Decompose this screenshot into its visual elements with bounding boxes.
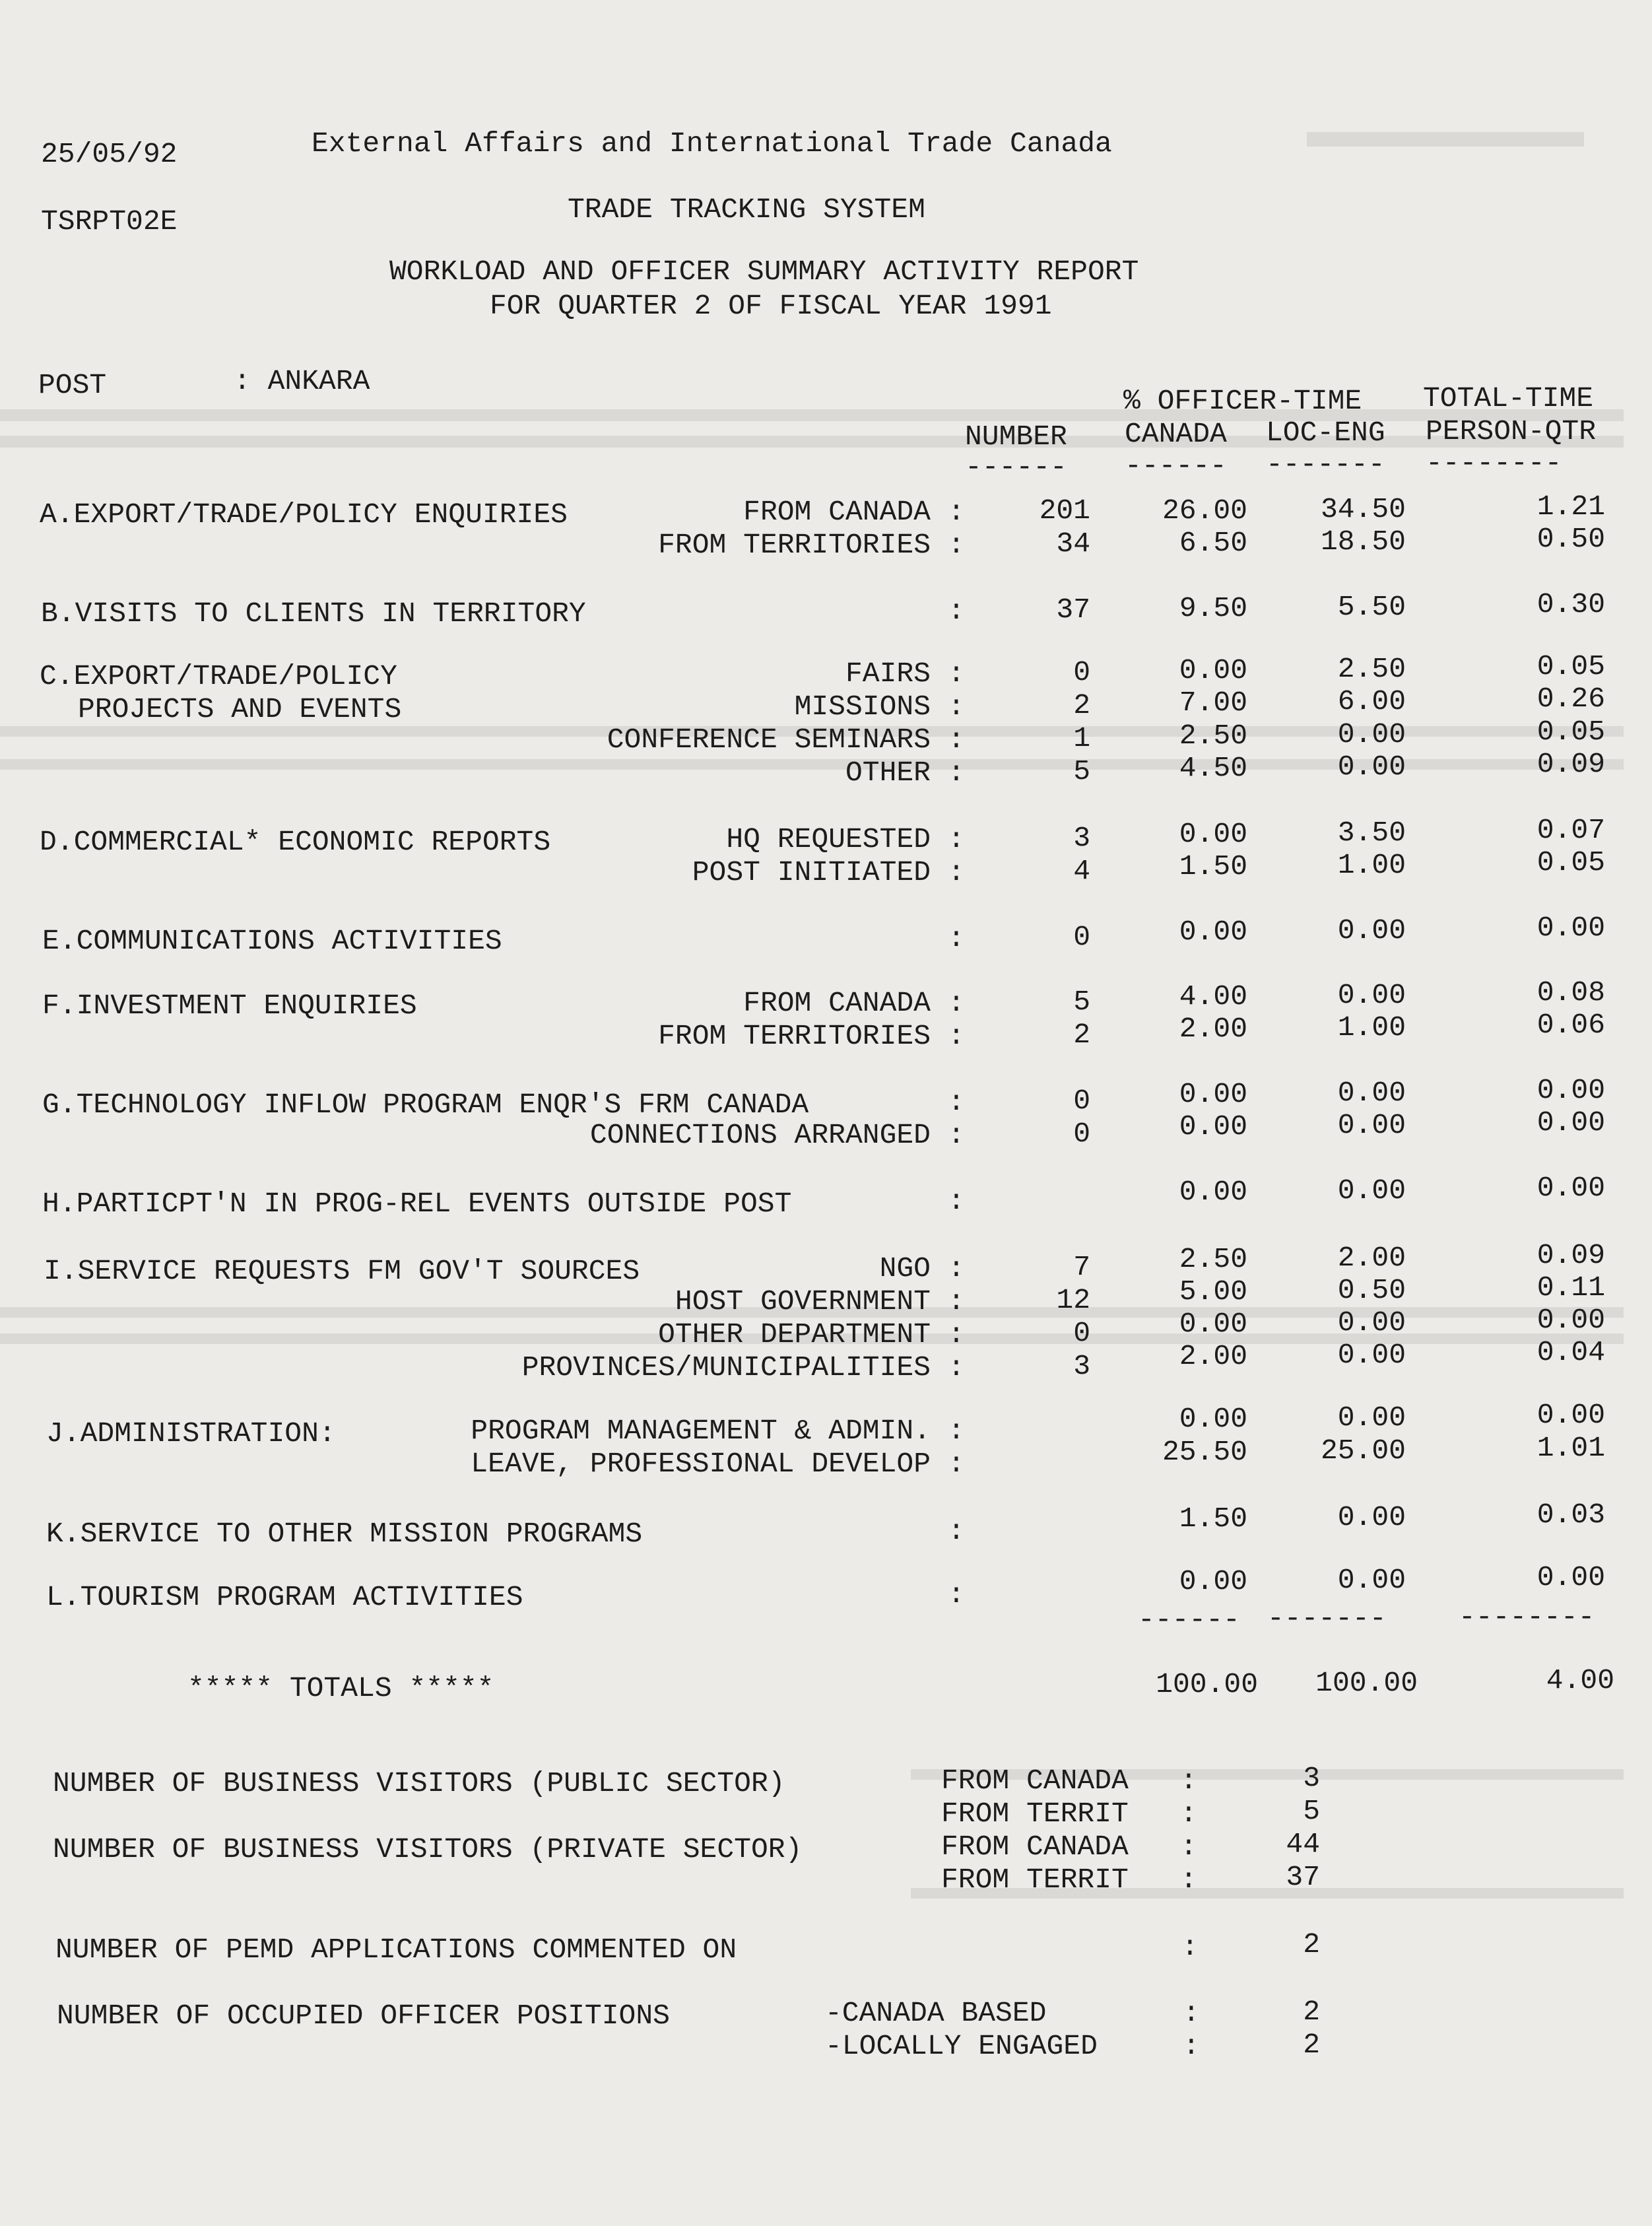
row-number: 7 <box>1073 1251 1090 1283</box>
visitor-count: 37 <box>1286 1861 1320 1893</box>
col-header-number: NUMBER <box>965 421 1067 453</box>
row-canada-pct: 0.00 <box>1179 1403 1247 1435</box>
row-sub-label: HQ REQUESTED <box>726 823 931 856</box>
report-title-line1: WORKLOAD AND OFFICER SUMMARY ACTIVITY REPORT <box>389 255 1139 288</box>
post-label: POST <box>38 369 107 401</box>
row-colon: : <box>948 724 965 756</box>
row-loc-eng-pct: 5.50 <box>1337 591 1406 623</box>
row-colon: : <box>948 922 965 955</box>
row-number: 201 <box>1039 494 1090 527</box>
row-colon: : <box>948 1252 965 1285</box>
row-loc-eng-pct: 25.00 <box>1320 1434 1406 1467</box>
row-number: 5 <box>1073 755 1090 788</box>
row-canada-pct: 0.00 <box>1179 1110 1247 1143</box>
row-person-qtr: 0.11 <box>1536 1271 1605 1304</box>
row-section-label: J.ADMINISTRATION: <box>46 1417 336 1450</box>
visitor-origin-label: FROM TERRIT <box>941 1864 1129 1896</box>
row-sub-label: NGO <box>879 1252 931 1285</box>
row-loc-eng-pct: 0.00 <box>1337 1306 1406 1339</box>
col-header-loc-eng: LOC-ENG <box>1266 417 1385 449</box>
row-section-label: I.SERVICE REQUESTS FM GOV'T SOURCES <box>44 1255 640 1287</box>
visitor-category-label: NUMBER OF BUSINESS VISITORS (PRIVATE SECTOR) <box>53 1833 803 1866</box>
row-canada-pct: 0.00 <box>1179 818 1247 850</box>
row-number: 1 <box>1073 722 1090 755</box>
post-value: : ANKARA <box>234 365 370 397</box>
row-canada-pct: 4.00 <box>1179 980 1247 1013</box>
row-colon: : <box>948 1578 965 1611</box>
row-sub-label: LEAVE, PROFESSIONAL DEVELOP <box>471 1448 931 1480</box>
row-section-label: C.EXPORT/TRADE/POLICY <box>40 660 397 692</box>
row-colon: : <box>948 987 965 1019</box>
row-canada-pct: 1.50 <box>1179 1502 1247 1535</box>
row-person-qtr: 1.21 <box>1536 490 1605 523</box>
row-canada-pct: 0.00 <box>1179 1565 1247 1598</box>
col-rule-canada: ------ <box>1125 450 1227 482</box>
row-loc-eng-pct: 0.00 <box>1337 1109 1406 1141</box>
visitor-origin-label: FROM CANADA <box>941 1831 1129 1863</box>
row-loc-eng-pct: 0.00 <box>1337 1401 1406 1434</box>
row-sub-label: HOST GOVERNMENT <box>675 1285 931 1318</box>
row-canada-pct: 2.50 <box>1179 1243 1247 1275</box>
row-loc-eng-pct: 0.00 <box>1337 1077 1406 1109</box>
positions-type-label: -CANADA BASED <box>825 1997 1047 2029</box>
row-person-qtr: 0.00 <box>1536 912 1605 944</box>
visitor-colon: : <box>1180 1831 1197 1863</box>
pemd-colon: : <box>1181 1931 1199 1963</box>
row-canada-pct: 2.00 <box>1179 1340 1247 1372</box>
row-person-qtr: 0.00 <box>1536 1106 1605 1139</box>
row-person-qtr: 0.07 <box>1536 814 1605 846</box>
row-colon: : <box>948 1185 965 1217</box>
visitor-category-label: NUMBER OF BUSINESS VISITORS (PUBLIC SECTOR) <box>53 1767 785 1800</box>
row-colon: : <box>948 1448 965 1480</box>
row-loc-eng-pct: 2.00 <box>1337 1242 1406 1274</box>
visitor-colon: : <box>1180 1765 1197 1797</box>
row-sub-label: OTHER DEPARTMENT <box>658 1318 931 1351</box>
row-loc-eng-pct: 0.50 <box>1337 1274 1406 1306</box>
row-number: 12 <box>1056 1284 1090 1316</box>
col-rule-person-qtr: -------- <box>1426 447 1562 479</box>
row-canada-pct: 0.00 <box>1179 916 1247 948</box>
row-colon: : <box>948 691 965 723</box>
row-loc-eng-pct: 0.00 <box>1337 1339 1406 1371</box>
row-loc-eng-pct: 0.00 <box>1337 979 1406 1011</box>
visitor-origin-label: FROM CANADA <box>941 1765 1129 1797</box>
system-name: TRADE TRACKING SYSTEM <box>568 193 925 226</box>
row-sub-label: PROVINCES/MUNICIPALITIES <box>521 1351 931 1384</box>
visitor-colon: : <box>1180 1798 1197 1830</box>
col-header-officer-time: % OFFICER-TIME <box>1123 385 1362 417</box>
row-colon: : <box>948 823 965 856</box>
row-person-qtr: 0.05 <box>1536 650 1605 683</box>
row-person-qtr: 0.30 <box>1536 588 1605 621</box>
row-canada-pct: 1.50 <box>1179 850 1247 883</box>
row-number: 3 <box>1073 1350 1090 1382</box>
row-sub-label: POST INITIATED <box>692 856 931 889</box>
row-section-label: H.PARTICPT'N IN PROG-REL EVENTS OUTSIDE POST <box>42 1188 792 1220</box>
visitor-count: 5 <box>1303 1795 1320 1827</box>
row-loc-eng-pct: 18.50 <box>1320 525 1406 558</box>
row-colon: : <box>948 1318 965 1351</box>
col-header-canada: CANADA <box>1125 418 1227 450</box>
row-loc-eng-pct: 0.00 <box>1337 914 1406 947</box>
pemd-label: NUMBER OF PEMD APPLICATIONS COMMENTED ON <box>55 1934 737 1966</box>
row-section-label: G.TECHNOLOGY INFLOW PROGRAM ENQR'S FRM CANADA <box>42 1089 809 1121</box>
row-canada-pct: 0.00 <box>1179 1308 1247 1340</box>
row-person-qtr: 0.00 <box>1536 1399 1605 1431</box>
row-colon: : <box>948 757 965 789</box>
positions-colon: : <box>1183 1997 1200 2029</box>
positions-colon: : <box>1183 2030 1200 2062</box>
row-number: 0 <box>1073 1317 1090 1349</box>
row-person-qtr: 0.00 <box>1536 1561 1605 1594</box>
row-canada-pct: 0.00 <box>1179 654 1247 687</box>
row-number: 0 <box>1073 921 1090 953</box>
row-number: 2 <box>1073 689 1090 722</box>
row-loc-eng-pct: 34.50 <box>1320 493 1406 525</box>
row-colon: : <box>948 1415 965 1447</box>
totals-rule-canada: ------ <box>1138 1603 1240 1636</box>
row-section-label: A.EXPORT/TRADE/POLICY ENQUIRIES <box>40 498 568 531</box>
row-colon: : <box>948 1119 965 1151</box>
row-sub-label: FROM TERRITORIES <box>658 529 931 561</box>
row-sub-label: PROGRAM MANAGEMENT & ADMIN. <box>471 1415 931 1447</box>
row-loc-eng-pct: 3.50 <box>1337 817 1406 849</box>
visitor-count: 44 <box>1286 1828 1320 1860</box>
row-person-qtr: 0.05 <box>1536 846 1605 879</box>
row-loc-eng-pct: 0.00 <box>1337 1174 1406 1207</box>
row-colon: : <box>948 1351 965 1384</box>
row-canada-pct: 6.50 <box>1179 527 1247 559</box>
row-number: 34 <box>1056 527 1090 560</box>
row-person-qtr: 0.05 <box>1536 716 1605 748</box>
col-rule-loc-eng: ------- <box>1266 448 1385 481</box>
row-person-qtr: 0.50 <box>1536 523 1605 555</box>
row-number: 37 <box>1056 593 1090 626</box>
report-date: 25/05/92 <box>41 138 178 170</box>
row-person-qtr: 0.06 <box>1536 1009 1605 1041</box>
pemd-count: 2 <box>1303 1928 1320 1961</box>
row-person-qtr: 0.00 <box>1536 1172 1605 1204</box>
row-loc-eng-pct: 6.00 <box>1337 685 1406 718</box>
row-canada-pct: 4.50 <box>1179 752 1247 784</box>
row-colon: : <box>948 595 965 627</box>
totals-canada: 100.00 <box>1156 1668 1258 1701</box>
totals-loc-eng: 100.00 <box>1315 1667 1418 1699</box>
visitor-count: 3 <box>1303 1762 1320 1794</box>
row-colon: : <box>948 1020 965 1052</box>
row-person-qtr: 0.00 <box>1536 1304 1605 1336</box>
row-canada-pct: 5.00 <box>1179 1275 1247 1308</box>
row-section-label: K.SERVICE TO OTHER MISSION PROGRAMS <box>46 1518 643 1550</box>
row-number: 0 <box>1073 1118 1090 1150</box>
row-section-label: B.VISITS TO CLIENTS IN TERRITORY <box>41 597 586 630</box>
totals-person-qtr: 4.00 <box>1546 1664 1614 1697</box>
row-colon: : <box>948 529 965 561</box>
row-canada-pct: 0.00 <box>1179 1078 1247 1110</box>
row-person-qtr: 0.09 <box>1536 748 1605 780</box>
row-canada-pct: 9.50 <box>1179 592 1247 624</box>
row-canada-pct: 2.50 <box>1179 720 1247 752</box>
row-section-label: F.INVESTMENT ENQUIRIES <box>42 990 417 1022</box>
row-colon: : <box>948 496 965 528</box>
row-canada-pct: 0.00 <box>1179 1176 1247 1208</box>
row-person-qtr: 0.04 <box>1536 1336 1605 1368</box>
row-colon: : <box>948 1515 965 1547</box>
row-canada-pct: 26.00 <box>1162 494 1247 527</box>
row-canada-pct: 25.50 <box>1162 1436 1247 1468</box>
row-section-label: E.COMMUNICATIONS ACTIVITIES <box>42 925 502 957</box>
row-section-label: L.TOURISM PROGRAM ACTIVITIES <box>46 1581 523 1613</box>
row-sub-label: FROM TERRITORIES <box>658 1020 931 1052</box>
row-colon: : <box>948 1086 965 1118</box>
row-sub-label: FROM CANADA <box>743 987 931 1019</box>
visitor-colon: : <box>1180 1864 1197 1896</box>
row-person-qtr: 0.00 <box>1536 1074 1605 1106</box>
department-name: External Affairs and International Trade Canada <box>312 127 1112 160</box>
col-rule-number: ------ <box>965 451 1067 483</box>
positions-type-label: -LOCALLY ENGAGED <box>825 2030 1098 2062</box>
row-person-qtr: 1.01 <box>1536 1432 1605 1464</box>
row-sub-label: CONFERENCE SEMINARS <box>607 724 931 756</box>
row-sub-label: OTHER <box>845 757 931 789</box>
visitor-origin-label: FROM TERRIT <box>941 1798 1129 1830</box>
row-sub-label: MISSIONS <box>794 691 931 723</box>
row-sub-label: FAIRS <box>845 658 931 690</box>
positions-count: 2 <box>1303 1996 1320 2028</box>
totals-label: ***** TOTALS ***** <box>187 1672 494 1704</box>
row-section-label: D.COMMERCIAL* ECONOMIC REPORTS <box>40 826 551 858</box>
row-colon: : <box>948 1285 965 1318</box>
row-loc-eng-pct: 0.00 <box>1337 751 1406 783</box>
row-number: 2 <box>1073 1019 1090 1051</box>
row-loc-eng-pct: 0.00 <box>1337 718 1406 751</box>
row-loc-eng-pct: 2.50 <box>1337 653 1406 685</box>
row-person-qtr: 0.09 <box>1536 1239 1605 1271</box>
totals-rule-loc-eng: ------- <box>1267 1602 1387 1635</box>
positions-label: NUMBER OF OCCUPIED OFFICER POSITIONS <box>57 2000 670 2032</box>
row-canada-pct: 7.00 <box>1179 687 1247 719</box>
row-number: 4 <box>1073 855 1090 887</box>
row-person-qtr: 0.03 <box>1536 1499 1605 1531</box>
report-code: TSRPT02E <box>41 205 178 238</box>
row-number: 3 <box>1073 822 1090 854</box>
col-header-total-time: TOTAL-TIME <box>1423 382 1594 415</box>
row-colon: : <box>948 856 965 889</box>
row-loc-eng-pct: 1.00 <box>1337 849 1406 881</box>
row-loc-eng-pct: 1.00 <box>1337 1011 1406 1044</box>
row-sub-label: CONNECTIONS ARRANGED <box>589 1119 931 1151</box>
row-loc-eng-pct: 0.00 <box>1337 1501 1406 1534</box>
report-title-line2: FOR QUARTER 2 OF FISCAL YEAR 1991 <box>490 290 1052 322</box>
totals-rule-person-qtr: -------- <box>1459 1601 1595 1633</box>
row-person-qtr: 0.08 <box>1536 976 1605 1009</box>
row-sub-label: FROM CANADA <box>743 496 931 528</box>
row-number: 0 <box>1073 656 1090 689</box>
row-number: 0 <box>1073 1085 1090 1117</box>
row-canada-pct: 2.00 <box>1179 1013 1247 1045</box>
row-section-label: PROJECTS AND EVENTS <box>78 693 402 725</box>
row-colon: : <box>948 658 965 690</box>
positions-count: 2 <box>1303 2029 1320 2061</box>
row-loc-eng-pct: 0.00 <box>1337 1564 1406 1596</box>
row-person-qtr: 0.26 <box>1536 683 1605 715</box>
row-number: 5 <box>1073 986 1090 1018</box>
col-header-person-qtr: PERSON-QTR <box>1426 415 1597 448</box>
